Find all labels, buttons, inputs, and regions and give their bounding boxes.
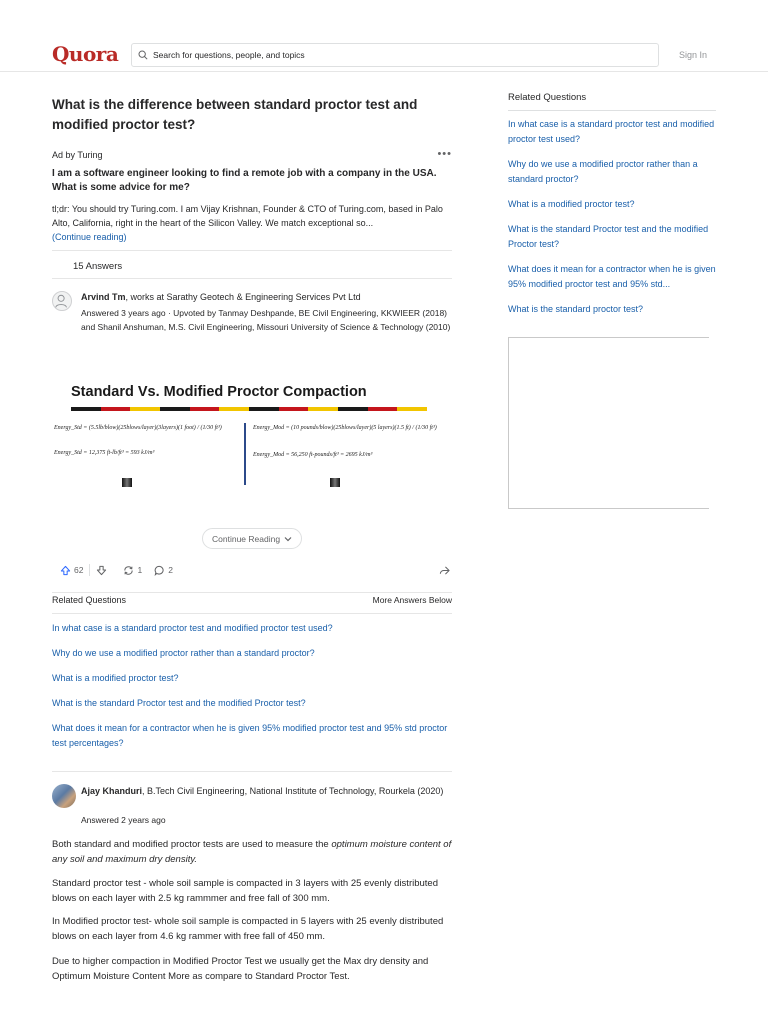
- answer-paragraph: Due to higher compaction in Modified Proctor Test we usually get the Max dry density and Optimum Moisture Content More as compare to Standard Proctor Test.: [52, 956, 429, 982]
- answer-paragraph: [52, 837, 452, 867]
- rammer-graphic: [330, 478, 340, 487]
- divider: [89, 564, 90, 576]
- ad-sponsor-label: Ad by Turing: [52, 150, 103, 160]
- comment-count: 2: [168, 565, 173, 575]
- sidebar-list: [508, 117, 716, 317]
- sidebar-title: Related Questions: [508, 92, 716, 111]
- figure-divider: [244, 423, 246, 485]
- upvote-icon: [60, 565, 71, 576]
- more-options-icon[interactable]: •••: [437, 148, 452, 160]
- author-line: [81, 291, 361, 303]
- figure-equation: Energy_Std = 12,375 ft-lb/ft³ = 593 kJ/m³: [54, 450, 155, 456]
- figure-equation: Energy_Std = (5.5lb/blow)(25blows/layer)(3layers)(1 foot) / (1/30 ft³): [54, 425, 222, 431]
- sidebar-question-link[interactable]: What is a modified proctor test?: [508, 199, 635, 209]
- related-question-link[interactable]: Why do we use a modified proctor rather than a standard proctor?: [52, 648, 315, 658]
- related-header: [52, 595, 452, 605]
- divider: [52, 278, 452, 279]
- share-arrow-icon: [439, 565, 450, 576]
- rammer-graphic: [122, 478, 132, 487]
- sidebar-question-link[interactable]: In what case is a standard proctor test and modified proctor test used?: [508, 119, 715, 144]
- author-name[interactable]: Ajay Khanduri: [81, 786, 143, 796]
- sidebar-ad-slot: [508, 337, 709, 509]
- chevron-down-icon: [284, 535, 292, 543]
- search-bar[interactable]: [131, 43, 659, 67]
- answer-paragraph: In Modified proctor test- whole soil sample is compacted in 5 layers with 25 evenly distributed blows on each layer from 4.6 kg rammer with free fall of 450 mm.: [52, 916, 444, 942]
- related-question-link[interactable]: What does it mean for a contractor when he is given 95% modified proctor test and 95% std proctor test percentages?: [52, 723, 448, 748]
- related-title: Related Questions: [52, 595, 127, 605]
- search-icon: [138, 50, 148, 60]
- related-question-link[interactable]: What is a modified proctor test?: [52, 673, 179, 683]
- sidebar-question-link[interactable]: Why do we use a modified proctor rather than a standard proctor?: [508, 159, 698, 184]
- ad-body: [52, 202, 452, 244]
- continue-reading-label: Continue Reading: [212, 533, 281, 544]
- answer-text: Both standard and modified proctor tests are used to measure the: [52, 839, 332, 850]
- answer-meta: Answered 3 years ago · Upvoted by Tanmay Deshpande, BE Civil Engineering, KKWIEER (2018) and Shanil Anshuman, M.S. Civil Engineering, Missouri University of Science & Technology (2010): [81, 308, 451, 332]
- figure-equation: Energy_Mod = (10 pounds/blow)(25blows/layer)(5 layers)(1.5 ft) / (1/30 ft³): [253, 425, 437, 431]
- divider: [52, 250, 452, 251]
- question-title: What is the difference between standard proctor test and modified proctor test?: [52, 97, 418, 132]
- share-out-button[interactable]: [439, 565, 450, 576]
- quora-logo[interactable]: Quora: [52, 42, 119, 66]
- more-answers-link[interactable]: More Answers Below: [372, 595, 452, 605]
- author-line: [81, 784, 453, 798]
- upvote-count: 62: [74, 565, 84, 575]
- ad-continue-link[interactable]: (Continue reading): [52, 232, 127, 242]
- downvote-icon: [96, 565, 107, 576]
- avatar[interactable]: [52, 291, 72, 311]
- related-question-link[interactable]: In what case is a standard proctor test and modified proctor test used?: [52, 623, 333, 633]
- related-questions-inline: [52, 595, 452, 761]
- related-list: [52, 621, 452, 751]
- answers-count: 15 Answers: [73, 261, 123, 272]
- search-input[interactable]: [153, 50, 633, 60]
- author-credential: , B.Tech Civil Engineering, National Institute of Technology, Rourkela (2020): [142, 786, 444, 796]
- comment-icon: [154, 565, 165, 576]
- figure-title: Standard Vs. Modified Proctor Compaction: [71, 384, 367, 400]
- figure-stripe: [71, 407, 427, 411]
- answer-text-italic: optimum moisture content of any soil and maximum dry density.: [52, 839, 452, 865]
- author-name[interactable]: Arvind Tm: [81, 292, 126, 302]
- answer-paragraph: Standard proctor test - whole soil sample is compacted in 3 layers with 25 evenly distributed blows on each layer with 2.5 kg rammmer and free fall of 300 mm.: [52, 878, 438, 904]
- sidebar-question-link[interactable]: What does it mean for a contractor when he is given 95% modified proctor test and 95% std...: [508, 264, 716, 289]
- reshare-icon: [123, 565, 134, 576]
- divider: [52, 771, 452, 772]
- author-credential: , works at Sarathy Geotech & Engineering Services Pvt Ltd: [125, 292, 361, 302]
- default-user-icon: [53, 292, 71, 310]
- ad-block: [52, 150, 452, 244]
- downvote-button[interactable]: [96, 565, 107, 576]
- share-button[interactable]: [123, 565, 142, 576]
- divider: [52, 613, 452, 614]
- sign-in-link[interactable]: Sign In: [679, 50, 708, 60]
- share-count: 1: [137, 565, 143, 575]
- answer-figure: [52, 350, 452, 490]
- main-column: [52, 95, 452, 982]
- sidebar-related: [508, 92, 716, 327]
- divider: [52, 592, 452, 593]
- continue-reading-button[interactable]: [202, 528, 302, 549]
- avatar[interactable]: [52, 784, 76, 808]
- figure-equation: Energy_Mod = 56,250 ft-pounds/ft³ = 2695 kJ/m³: [253, 452, 373, 458]
- top-header: [0, 0, 768, 72]
- ad-body-text: tl;dr: You should try Turing.com. I am Vijay Krishnan, Founder & CTO of Turing.com, based in Palo Alto, California, right in the heart of the Silicon Valley. We match exceptional so...: [52, 204, 443, 228]
- answer-meta: Answered 2 years ago: [81, 815, 166, 825]
- sidebar-question-link[interactable]: What is the standard proctor test?: [508, 304, 644, 314]
- sidebar-question-link[interactable]: What is the standard Proctor test and the modified Proctor test?: [508, 224, 709, 249]
- ad-title[interactable]: I am a software engineer looking to find a remote job with a company in the USA. What is some advice for me?: [52, 168, 437, 193]
- related-question-link[interactable]: What is the standard Proctor test and the modified Proctor test?: [52, 698, 306, 708]
- upvote-button[interactable]: [60, 565, 83, 576]
- action-bar: [52, 562, 452, 578]
- comment-button[interactable]: [154, 565, 173, 576]
